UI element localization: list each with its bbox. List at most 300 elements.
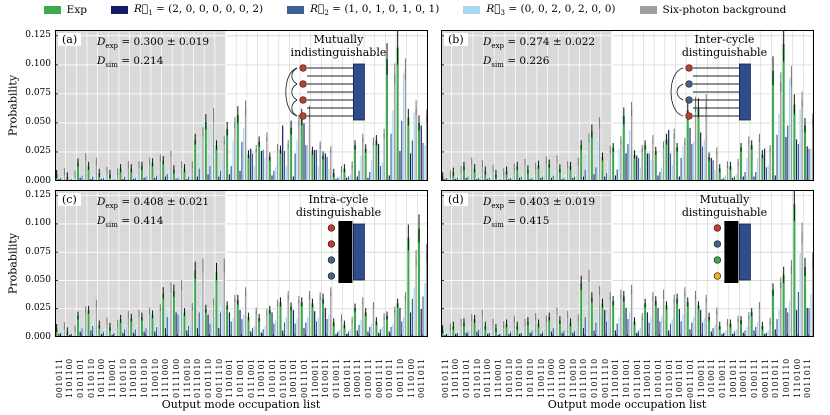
- x-tick-label: 1010110: [118, 358, 128, 398]
- bar-r2: [198, 168, 200, 181]
- y-axis-title-top: Probability: [6, 74, 20, 137]
- bar-background: [159, 308, 161, 337]
- bar-r3: [275, 320, 277, 337]
- legend-label: $R⃗_1 = (2$, 0, 0, 0, 0, 0, 2): [133, 3, 264, 18]
- bar-exp: [623, 116, 625, 181]
- bar-r1: [593, 174, 595, 181]
- bar-background: [277, 147, 279, 181]
- bar-r1: [303, 123, 305, 181]
- bar-exp: [364, 148, 366, 181]
- bar-r3: [381, 327, 383, 337]
- bar-background: [801, 233, 803, 337]
- bar-background: [684, 142, 686, 181]
- bar-exp: [804, 125, 806, 181]
- bar-exp: [279, 150, 281, 181]
- bar-exp: [215, 145, 217, 181]
- x-tick-label: 1011010: [526, 358, 536, 398]
- bar-r2: [273, 171, 275, 181]
- bar-r3: [703, 139, 705, 181]
- bar-r2: [230, 166, 232, 181]
- delay-box-icon: [724, 221, 738, 283]
- x-tick-label: 1101010: [129, 358, 139, 398]
- bar-background: [748, 140, 750, 181]
- x-tick-label: 1101010: [515, 358, 525, 398]
- legend: [0, 3, 830, 17]
- bar-r2: [316, 150, 318, 181]
- bar-r1: [399, 308, 401, 337]
- x-tick-label: 1001011: [728, 358, 738, 398]
- x-tick-label: 1001101: [675, 358, 685, 398]
- bar-background: [287, 144, 289, 181]
- bar-r2: [659, 172, 661, 181]
- bar-r2: [638, 158, 640, 181]
- bar-r1: [314, 311, 316, 337]
- bar-r1: [625, 308, 627, 337]
- bar-r3: [126, 174, 128, 181]
- bar-background: [373, 305, 375, 337]
- x-axis-title-left: Output mode occupation list: [161, 398, 321, 411]
- bar-r3: [469, 328, 471, 337]
- bar-r3: [757, 158, 759, 181]
- x-tick-label: 1100110: [536, 358, 546, 398]
- bar-r1: [239, 310, 241, 337]
- bar-exp: [311, 151, 313, 181]
- x-tick-label: 1001011: [342, 358, 352, 398]
- bar-r1: [700, 310, 702, 337]
- bar-exp: [258, 142, 260, 181]
- bar-background: [309, 112, 311, 181]
- legend-swatch-icon: [287, 6, 304, 14]
- x-tick-label: 0101101: [76, 358, 86, 398]
- photon-dot-icon: [328, 241, 335, 248]
- bar-r3: [328, 314, 330, 337]
- bar-r3: [264, 158, 266, 181]
- x-tick-label: 1011100: [97, 358, 107, 398]
- photon-dot-icon: [328, 257, 335, 264]
- bar-background: [394, 310, 396, 337]
- bar-background: [319, 296, 321, 337]
- bar-r1: [711, 158, 713, 181]
- x-axis-title-right: Output mode occupation list: [547, 398, 707, 411]
- bar-background: [791, 76, 793, 181]
- bar-background: [695, 295, 697, 337]
- x-tick-label: 1001101: [289, 358, 299, 398]
- bar-r3: [597, 316, 599, 337]
- bar-r3: [810, 294, 812, 337]
- bar-r3: [83, 173, 85, 181]
- bar-r3: [413, 287, 415, 337]
- bar-r3: [232, 140, 234, 181]
- bar-r2: [606, 173, 608, 181]
- bar-r3: [147, 325, 149, 337]
- x-tick-label: 0110110: [86, 358, 96, 398]
- bar-r3: [136, 326, 138, 337]
- bar-r3: [629, 130, 631, 181]
- annotation-title: Mutually indistinguishable: [290, 33, 387, 59]
- x-tick-label: 1110010: [568, 358, 578, 398]
- bar-r2: [680, 158, 682, 181]
- bar-r1: [753, 330, 755, 337]
- bar-background: [620, 140, 622, 181]
- bar-r1: [806, 146, 808, 181]
- x-tick-label: 0010111: [54, 358, 64, 398]
- x-tick-label: 1100011: [696, 358, 706, 398]
- bar-r1: [668, 330, 670, 337]
- bar-r3: [661, 316, 663, 337]
- x-tick-label: 1100101: [643, 358, 653, 398]
- photon-dot-icon: [714, 225, 721, 232]
- x-tick-label: 1010110: [504, 358, 514, 398]
- bar-r3: [403, 317, 405, 337]
- y-axis-title-bottom: Probability: [6, 232, 20, 295]
- bar-r3: [392, 110, 394, 181]
- bar-exp: [279, 302, 281, 337]
- x-tick-label: 1111000: [161, 358, 171, 398]
- panel-label: (a): [58, 33, 81, 46]
- bar-exp: [396, 303, 398, 337]
- bar-r3: [671, 165, 673, 181]
- bar-exp: [375, 140, 377, 181]
- interferometer-box-icon: [353, 224, 364, 280]
- x-tick-label: 0110101: [664, 358, 674, 398]
- x-tick-label: 0111001: [246, 358, 256, 398]
- bar-r3: [490, 330, 492, 337]
- stat-line: $D_{sim} = 0.414$: [97, 215, 164, 230]
- bar-background: [149, 311, 151, 337]
- bar-background: [652, 296, 654, 337]
- bar-r1: [583, 328, 585, 337]
- x-tick-label: 1101100: [451, 358, 461, 398]
- bar-r1: [410, 153, 412, 181]
- bar-r3: [799, 252, 801, 337]
- bar-r3: [767, 330, 769, 337]
- stats-block: [97, 35, 209, 73]
- bar-exp: [322, 299, 324, 337]
- bar-background: [191, 306, 193, 337]
- bar-r3: [179, 308, 181, 337]
- bar-exp: [396, 47, 398, 181]
- bar-r2: [284, 151, 286, 181]
- bar-r3: [799, 109, 801, 181]
- bar-background: [255, 148, 257, 181]
- bar-r1: [420, 309, 422, 337]
- bar-r3: [629, 312, 631, 337]
- bar-r1: [325, 153, 327, 181]
- bar-r1: [261, 151, 263, 181]
- bar-background: [481, 313, 483, 337]
- bar-r3: [190, 174, 192, 181]
- y-tick-label: 0.050: [25, 117, 51, 128]
- bar-r2: [166, 174, 168, 181]
- bar-r3: [640, 167, 642, 181]
- bar-exp: [740, 147, 742, 181]
- bar-r3: [671, 319, 673, 337]
- bar-r1: [647, 153, 649, 181]
- bar-r3: [232, 318, 234, 337]
- x-tick-label: 0101101: [462, 358, 472, 398]
- photon-dot-icon: [328, 225, 335, 232]
- y-tick-label: 0.075: [25, 88, 51, 99]
- bar-exp: [290, 306, 292, 337]
- bar-exp: [354, 308, 356, 337]
- bar-r2: [390, 133, 392, 181]
- bar-exp: [580, 145, 582, 181]
- bar-r1: [239, 171, 241, 181]
- bar-r1: [668, 130, 670, 181]
- x-tick-label: 0101011: [771, 358, 781, 398]
- x-tick-label: 0110101: [278, 358, 288, 398]
- y-tick-label: 0.100: [25, 218, 51, 229]
- bar-r1: [689, 128, 691, 181]
- photon-dot-icon: [714, 241, 721, 248]
- stat-line: $D_{sim} = 0.226$: [483, 55, 550, 70]
- x-tick-label: 0110011: [717, 358, 727, 398]
- subplot-b: [441, 30, 814, 181]
- x-tick-label: 1110100: [792, 358, 802, 398]
- bar-exp: [655, 151, 657, 181]
- bar-r1: [785, 137, 787, 181]
- bar-background: [287, 295, 289, 337]
- bar-r3: [275, 167, 277, 181]
- legend-item: [44, 4, 87, 16]
- bar-r1: [229, 174, 231, 181]
- bar-r3: [650, 160, 652, 181]
- interferometer-box-icon: [739, 64, 750, 120]
- bar-r3: [339, 329, 341, 337]
- photon-dot-icon: [714, 257, 721, 264]
- x-tick-label: 1101100: [65, 358, 75, 398]
- bar-r3: [360, 320, 362, 337]
- x-tick-label: 1011001: [622, 358, 631, 398]
- bar-r1: [689, 329, 691, 337]
- interferometer-box-icon: [739, 224, 750, 280]
- legend-item: [287, 3, 439, 17]
- bar-exp: [612, 147, 614, 181]
- bar-r2: [766, 167, 768, 181]
- x-tick-label: 1011001: [236, 358, 245, 398]
- bar-exp: [612, 301, 614, 337]
- stat-line: $D_{exp} = 0.408 \pm 0.021$: [97, 196, 210, 211]
- legend-swatch-icon: [44, 6, 61, 14]
- bar-r2: [787, 125, 789, 181]
- bar-r1: [700, 132, 702, 181]
- bar-r3: [158, 172, 160, 181]
- bar-r2: [198, 312, 200, 337]
- bar-exp: [591, 297, 593, 337]
- bar-r1: [806, 308, 808, 337]
- bar-r1: [250, 148, 252, 181]
- bar-r3: [469, 174, 471, 181]
- bar-exp: [354, 145, 356, 181]
- bar-background: [95, 303, 97, 337]
- bar-background: [791, 267, 793, 337]
- legend-label: $R⃗_2 = (1$, 0, 1, 0, 1, 0, 1): [310, 3, 440, 18]
- bar-r3: [317, 166, 319, 181]
- x-tick-label: 0011101: [685, 358, 695, 398]
- bar-r2: [670, 153, 672, 181]
- bar-background: [780, 283, 782, 337]
- stat-line: $D_{exp} = 0.403 \pm 0.019$: [483, 196, 596, 211]
- bar-r1: [420, 125, 422, 181]
- x-tick-label: 1010101: [653, 358, 663, 398]
- bar-r3: [83, 325, 85, 337]
- photon-dot-icon: [328, 273, 335, 280]
- bar-r3: [392, 323, 394, 337]
- photon-dot-icon: [686, 65, 693, 72]
- x-tick-label: 0101110: [204, 358, 214, 398]
- x-tick-label: 0111100: [172, 358, 182, 398]
- bar-exp: [418, 228, 420, 337]
- bar-background: [202, 266, 204, 337]
- bar-exp: [407, 117, 409, 181]
- legend-label: Exp: [66, 4, 87, 17]
- bar-r1: [90, 330, 92, 337]
- x-tick-label: 0001111: [374, 358, 384, 398]
- bar-r3: [693, 317, 695, 337]
- bar-exp: [655, 301, 657, 337]
- x-tick-label: 0110110: [472, 358, 482, 398]
- bar-r1: [764, 148, 766, 181]
- bar-background: [588, 276, 590, 337]
- x-tick-label: 0011110: [214, 358, 224, 398]
- bar-exp: [676, 299, 678, 337]
- bar-background: [652, 139, 654, 181]
- legend-swatch-icon: [640, 6, 657, 14]
- bar-r2: [369, 172, 371, 181]
- bar-exp: [804, 267, 806, 337]
- bar-exp: [205, 309, 207, 337]
- bar-r2: [755, 172, 757, 181]
- bar-r2: [691, 144, 693, 181]
- bar-r2: [595, 167, 597, 181]
- bar-background: [405, 296, 407, 337]
- x-tick-label: 0111010: [579, 358, 589, 398]
- x-tick-label: 1110001: [494, 358, 504, 398]
- stats-block: [483, 35, 595, 73]
- bar-background: [266, 312, 268, 337]
- bar-r3: [243, 128, 245, 181]
- bar-r3: [767, 165, 769, 181]
- bar-r2: [412, 299, 414, 337]
- bar-exp: [644, 303, 646, 337]
- y-tick-label: 0.025: [25, 146, 51, 157]
- y-tick-label: 0.000: [25, 331, 51, 342]
- bar-r3: [413, 112, 415, 181]
- bar-r3: [778, 310, 780, 337]
- bar-r3: [650, 317, 652, 337]
- bar-background: [309, 295, 311, 337]
- bar-exp: [301, 117, 303, 181]
- bar-exp: [687, 302, 689, 337]
- bar-background: [716, 151, 718, 181]
- photon-dot-icon: [686, 97, 693, 104]
- bar-r3: [703, 318, 705, 337]
- bar-exp: [665, 305, 667, 337]
- bar-background: [394, 74, 396, 181]
- bar-background: [85, 157, 87, 181]
- bar-r3: [349, 329, 351, 337]
- panel-label: (d): [444, 193, 468, 206]
- bar-r1: [218, 328, 220, 337]
- bar-exp: [407, 237, 409, 337]
- bar-r2: [380, 166, 382, 181]
- bar-r2: [744, 172, 746, 181]
- bar-r3: [522, 174, 524, 181]
- bar-r3: [190, 322, 192, 337]
- bar-r3: [789, 79, 791, 181]
- bar-r3: [533, 328, 535, 337]
- bar-exp: [194, 139, 196, 181]
- bar-r3: [360, 155, 362, 181]
- stat-line: $D_{sim} = 0.415$: [483, 215, 550, 230]
- photon-dot-icon: [300, 81, 307, 88]
- bar-r3: [158, 323, 160, 337]
- bar-r2: [648, 153, 650, 181]
- bar-background: [769, 148, 771, 181]
- bar-exp: [782, 275, 784, 337]
- stat-line: $D_{exp} = 0.300 \pm 0.019$: [97, 36, 210, 51]
- x-tick-label: 1000111: [353, 358, 363, 398]
- bar-r3: [211, 320, 213, 337]
- x-tick-label: 0011110: [600, 358, 610, 398]
- bar-r2: [326, 157, 328, 181]
- annotation-title: Intra-cycle distinguishable: [295, 193, 382, 219]
- bar-r3: [94, 321, 96, 337]
- bar-background: [609, 296, 611, 337]
- photon-dot-icon: [714, 273, 721, 280]
- bar-r2: [412, 140, 414, 181]
- bar-background: [202, 132, 204, 181]
- bar-r1: [785, 308, 787, 337]
- bar-r2: [241, 142, 243, 181]
- bar-r3: [285, 166, 287, 181]
- bar-r3: [222, 300, 224, 337]
- bar-exp: [591, 131, 593, 181]
- bar-r3: [714, 325, 716, 337]
- bar-r3: [371, 323, 373, 337]
- bar-background: [641, 148, 643, 181]
- bar-r3: [264, 326, 266, 337]
- bar-background: [415, 258, 417, 337]
- bar-r2: [584, 317, 586, 337]
- x-tick-label: 0001111: [760, 358, 770, 398]
- bar-background: [684, 292, 686, 337]
- bar-r1: [378, 144, 380, 181]
- bar-r1: [657, 308, 659, 337]
- bar-r1: [282, 330, 284, 337]
- bar-background: [415, 108, 417, 181]
- bar-r3: [608, 160, 610, 181]
- bar-r3: [317, 318, 319, 337]
- x-tick-label: 1100101: [257, 358, 267, 398]
- bar-r3: [403, 73, 405, 181]
- bar-background: [780, 82, 782, 181]
- bar-exp: [311, 303, 313, 337]
- bar-r3: [307, 145, 309, 181]
- x-tick-label: 1101001: [611, 358, 621, 398]
- bar-background: [705, 299, 707, 337]
- bar-r3: [512, 329, 514, 337]
- bar-background: [556, 311, 558, 337]
- x-tick-label: 0010111: [440, 358, 450, 398]
- bar-r2: [305, 145, 307, 181]
- bar-r3: [243, 314, 245, 337]
- bar-r1: [186, 330, 188, 337]
- bar-r2: [220, 171, 222, 181]
- bar-r2: [798, 144, 800, 181]
- bar-background: [298, 121, 300, 181]
- bar-r2: [702, 146, 704, 181]
